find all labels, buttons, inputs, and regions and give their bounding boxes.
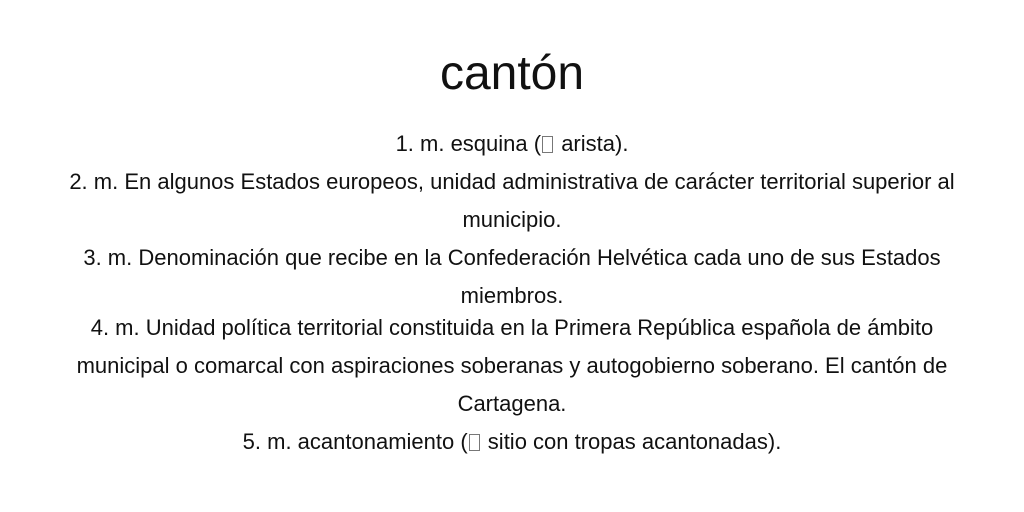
definition-2: 2. m. En algunos Estados europeos, unidad administrativa de carácter territorial superior al municipio. xyxy=(69,169,955,232)
definition-1-text-start: 1. m. esquina ( xyxy=(395,131,542,156)
definition-5-text-start: 5. m. acantonamiento ( xyxy=(242,429,468,454)
missing-glyph-icon xyxy=(469,434,480,451)
definition-5-text-end: sitio con tropas acantonadas). xyxy=(481,429,782,454)
definition-3: 3. m. Denominación que recibe en la Confederación Helvética cada uno de sus Estados miembros. xyxy=(83,245,941,308)
definition-5 xyxy=(62,423,962,461)
headword: cantón xyxy=(439,47,585,100)
definition-list xyxy=(0,125,1024,461)
missing-glyph-icon xyxy=(542,136,553,153)
definition-1 xyxy=(62,125,962,163)
definition-4: 4. m. Unidad política territorial constituida en la Primera República española de ámbito municipal o comarcal con aspiraciones soberanas y autogobierno soberano. El cantón de Cartagena. xyxy=(76,315,948,416)
definition-1-text-end: arista). xyxy=(555,131,629,156)
